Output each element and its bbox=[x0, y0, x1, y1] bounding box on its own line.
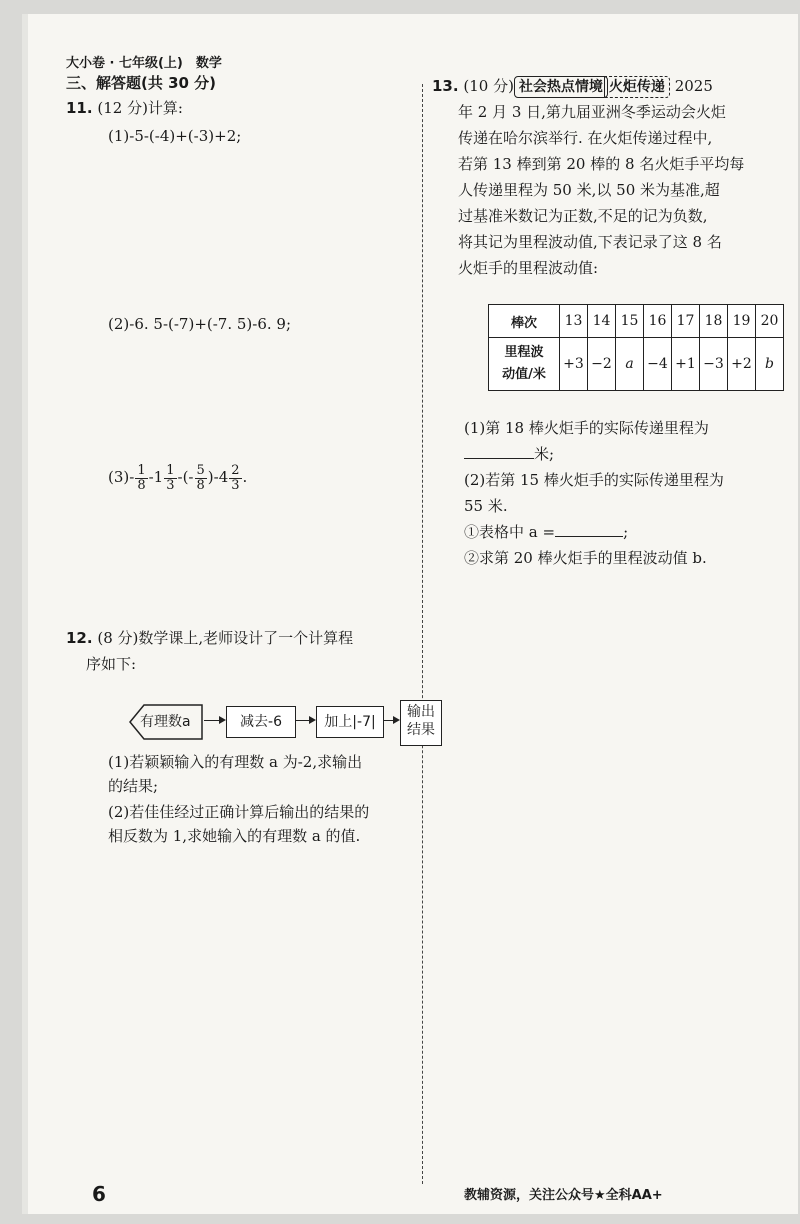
q11-part3-end: . bbox=[242, 468, 248, 486]
flow-arrow bbox=[204, 720, 224, 721]
table-cell: −4 bbox=[644, 338, 672, 391]
q12-line3: (1)若颖颖输入的有理数 a 为-2,求输出 bbox=[108, 753, 363, 771]
fraction: $\frac{1}{8}$ bbox=[137, 462, 146, 493]
q11-part3 bbox=[108, 460, 247, 494]
q13-line1 bbox=[432, 76, 713, 98]
program-flowchart bbox=[128, 702, 448, 746]
q13-line7: 将其记为里程波动值,下表记录了这 8 名 bbox=[458, 233, 722, 251]
q13-line4: 若第 13 棒到第 20 棒的 8 名火炬手平均每 bbox=[458, 155, 745, 173]
q11-stem-text: (12 分)计算: bbox=[97, 99, 183, 117]
q12-line6: 相反数为 1,求她输入的有理数 a 的值. bbox=[108, 827, 361, 845]
q13-line2: 年 2 月 3 日,第九届亚洲冬季运动会火炬 bbox=[458, 103, 726, 121]
fraction: $\frac{5}{8}$ bbox=[196, 462, 205, 493]
q11-part3-d: )-4 bbox=[207, 468, 229, 486]
q13-line6: 过基准米数记为正数,不足的记为负数, bbox=[458, 207, 708, 225]
table-cell: 20 bbox=[756, 305, 784, 338]
table-row bbox=[489, 305, 784, 338]
q13-year: 2025 bbox=[674, 77, 713, 95]
table-cell: 13 bbox=[560, 305, 588, 338]
q13-line8: 火炬手的里程波动值: bbox=[458, 259, 599, 277]
flow-step-subtract: 减去-6 bbox=[226, 706, 296, 738]
column-divider bbox=[422, 84, 423, 1184]
q13-sub2-line4: ②求第 20 棒火炬手的里程波动值 b. bbox=[464, 549, 707, 567]
q11-part3-c: -(- bbox=[177, 468, 194, 486]
running-head: 大小卷 · 七年级(上) 数学 bbox=[66, 56, 222, 71]
q11-stem bbox=[66, 98, 183, 118]
table-header-fluctuation bbox=[489, 338, 560, 391]
fraction: $\frac{1}{3}$ bbox=[166, 462, 175, 493]
section-title: 三、解答题(共 30 分) bbox=[66, 74, 217, 92]
table-cell: +3 bbox=[560, 338, 588, 391]
q12-line1 bbox=[66, 628, 353, 648]
table-cell: a bbox=[616, 338, 644, 391]
q13-points: (10 分) bbox=[463, 77, 514, 95]
fraction: $\frac{2}{3}$ bbox=[231, 462, 240, 493]
q13-sub2-line2: 55 米. bbox=[464, 497, 508, 515]
table-cell: −3 bbox=[700, 338, 728, 391]
q13-sub1-line1: (1)第 18 棒火炬手的实际传递里程为 bbox=[464, 419, 709, 437]
table-cell: 19 bbox=[728, 305, 756, 338]
mileage-table bbox=[488, 304, 784, 391]
table-header-line1: 里程波 bbox=[504, 345, 544, 360]
q13-line5: 人传递里程为 50 米,以 50 米为基准,超 bbox=[458, 181, 720, 199]
q11-number: 11. bbox=[66, 99, 93, 117]
q13-sub2-a-end: ; bbox=[623, 523, 629, 541]
q13-sub2-line1: (2)若第 15 棒火炬手的实际传递里程为 bbox=[464, 471, 724, 489]
tag-torch-relay: 火炬传递 bbox=[604, 76, 670, 98]
footer-note: 教辅资源，关注公众号★全科AA+ bbox=[464, 1188, 663, 1203]
table-header-leg: 棒次 bbox=[489, 305, 560, 338]
table-row bbox=[489, 338, 784, 391]
answer-blank[interactable] bbox=[555, 536, 623, 537]
q12-line4: 的结果; bbox=[108, 777, 159, 795]
q13-line3: 传递在哈尔滨举行. 在火炬传递过程中, bbox=[458, 129, 713, 147]
table-header-line2: 动值/米 bbox=[502, 367, 546, 382]
q13-sub2-a-label: ①表格中 a = bbox=[464, 523, 556, 541]
exam-page bbox=[22, 14, 798, 1214]
table-cell: 17 bbox=[672, 305, 700, 338]
flow-arrow bbox=[384, 720, 398, 721]
table-cell: 18 bbox=[700, 305, 728, 338]
flow-output-line1: 输出 bbox=[407, 704, 435, 720]
tag-social-context: 社会热点情境 bbox=[514, 76, 608, 98]
q11-part3-b: -1 bbox=[148, 468, 164, 486]
q11-part1: (1)-5-(-4)+(-3)+2; bbox=[108, 127, 242, 145]
flow-step-add: 加上|-7| bbox=[316, 706, 384, 738]
q12-line1-text: (8 分)数学课上,老师设计了一个计算程 bbox=[97, 629, 354, 647]
q13-sub1-line2 bbox=[464, 444, 554, 464]
flow-input-label: 有理数a bbox=[140, 714, 191, 730]
table-cell: −2 bbox=[588, 338, 616, 391]
table-cell: 16 bbox=[644, 305, 672, 338]
flow-output-line2: 结果 bbox=[407, 722, 435, 738]
q13-number: 13. bbox=[432, 77, 459, 95]
q11-part3-prefix: (3)- bbox=[108, 468, 135, 486]
table-cell: 14 bbox=[588, 305, 616, 338]
page-number: 6 bbox=[92, 1182, 106, 1206]
flow-arrow bbox=[296, 720, 314, 721]
table-cell: +2 bbox=[728, 338, 756, 391]
q13-sub1-unit: 米; bbox=[534, 445, 555, 463]
answer-blank[interactable] bbox=[464, 458, 534, 459]
table-cell: 15 bbox=[616, 305, 644, 338]
q12-line2: 序如下: bbox=[86, 655, 137, 673]
q12-line5: (2)若佳佳经过正确计算后输出的结果的 bbox=[108, 803, 370, 821]
q13-sub2-line3 bbox=[464, 522, 628, 542]
q12-number: 12. bbox=[66, 629, 93, 647]
q11-part2: (2)-6. 5-(-7)+(-7. 5)-6. 9; bbox=[108, 315, 292, 333]
table-cell: +1 bbox=[672, 338, 700, 391]
table-cell: b bbox=[756, 338, 784, 391]
flow-output bbox=[400, 700, 442, 746]
